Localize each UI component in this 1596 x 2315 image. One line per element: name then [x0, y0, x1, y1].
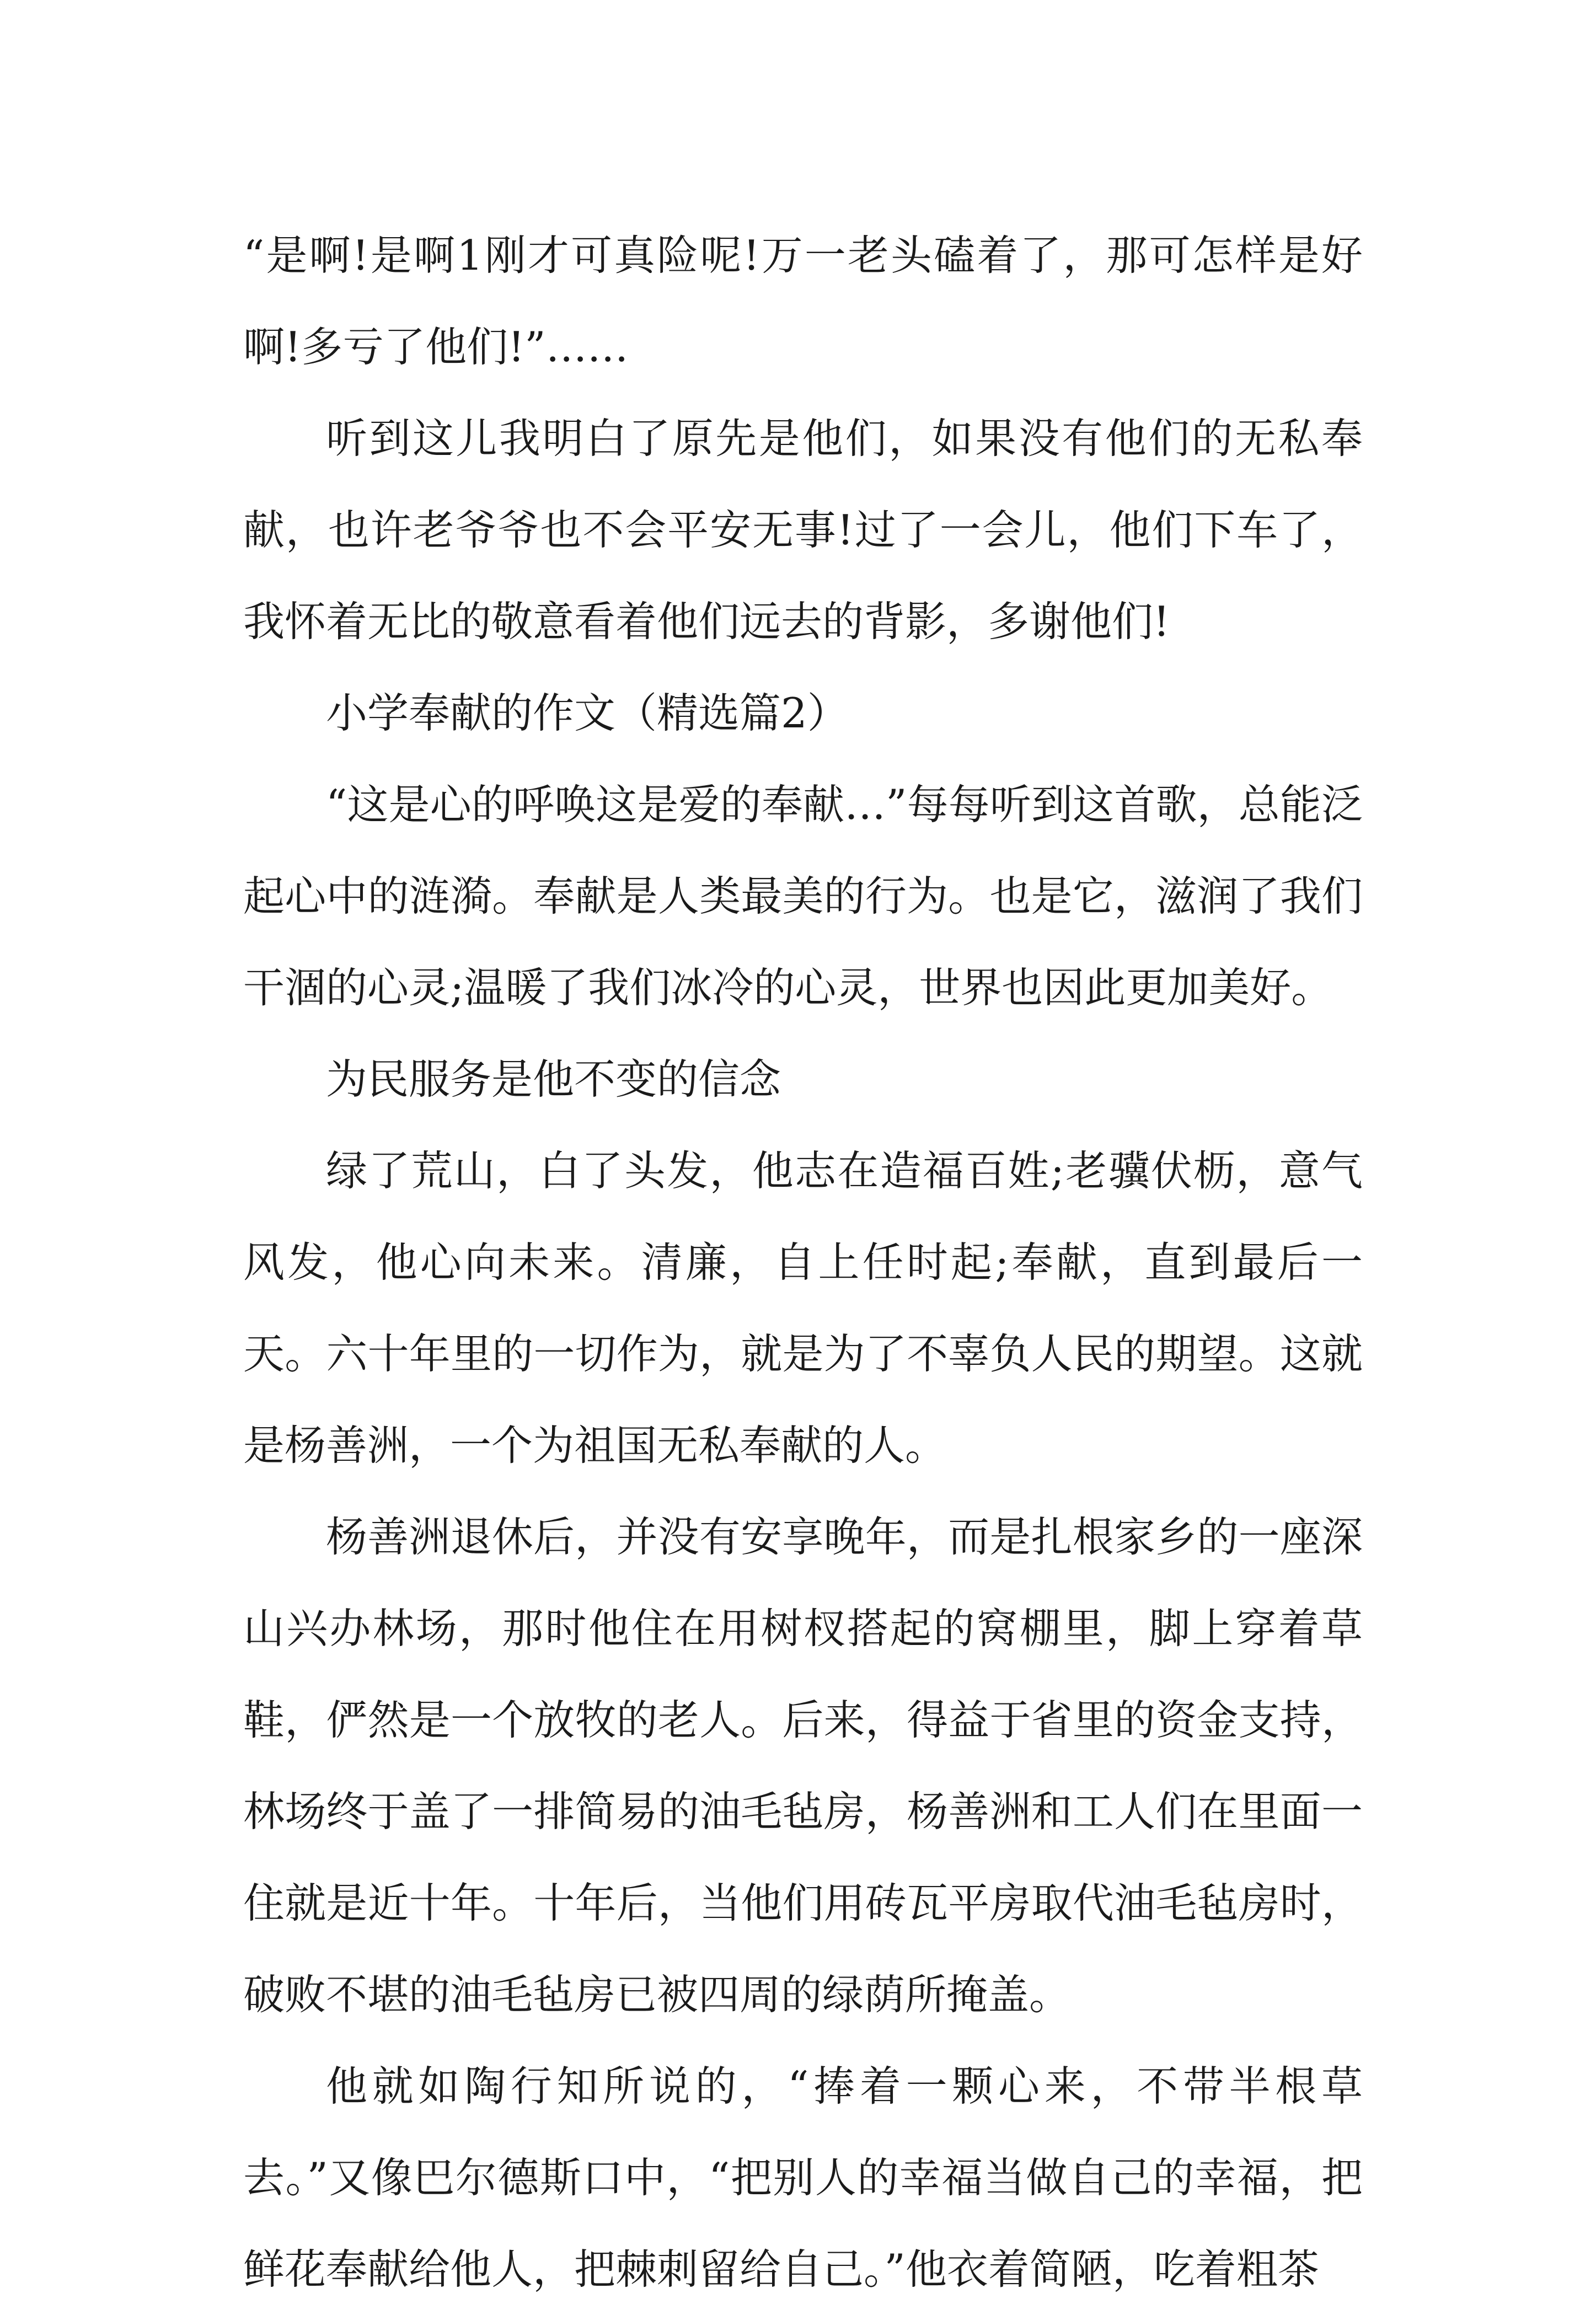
section-heading: 小学奉献的作文（精选篇2） — [326, 689, 849, 737]
paragraph: 杨善洲退休后，并没有安享晚年，而是扎根家乡的一座深山兴办林场，那时他住在用树杈搭起的窝棚里，脚上穿着草鞋，俨然是一个放牧的老人。后来，得益于省里的资金支持，林场终于盖了一排简易的油毛毡房，杨善洲和工人们在里面一住就是近十年。十年后，当他们用砖瓦平房取代油毛毡房时，破败不堪的油毛毡房已被四周的绿荫所掩盖。 — [243, 1513, 1363, 2019]
paragraph: 听到这儿我明白了原先是他们，如果没有他们的无私奉献，也许老爷爷也不会平安无事!过了一会儿，他们下车了，我怀着无比的敬意看着他们远去的背影，多谢他们! — [243, 414, 1363, 646]
paragraph: “这是心的呼唤这是爱的奉献…”每每听到这首歌，总能泛起心中的涟漪。奉献是人类最美的行为。也是它，滋润了我们干涸的心灵;温暖了我们冰冷的心灵，世界也因此更加美好。 — [243, 780, 1363, 1012]
paragraph: 绿了荒山，白了头发，他志在造福百姓;老骥伏枥，意气风发，他心向未来。清廉，自上任时起;奉献，直到最后一天。六十年里的一切作为，就是为了不辜负人民的期望。这就是杨善洲，一个为祖国无私奉献的人。 — [243, 1146, 1363, 1470]
document-body — [243, 210, 1363, 2315]
paragraph: 他就如陶行知所说的，“捧着一颗心来，不带半根草去。”又像巴尔德斯口中，“把别人的幸福当做自己的幸福，把鲜花奉献给他人，把棘刺留给自己。”他衣着简陋，吃着粗茶 — [243, 2062, 1363, 2293]
paragraph-continuation: “是啊!是啊1刚才可真险呢!万一老头磕着了，那可怎样是好啊!多亏了他们!”…… — [243, 231, 1363, 371]
section-subheading: 为民服务是他不变的信念 — [326, 1055, 781, 1103]
